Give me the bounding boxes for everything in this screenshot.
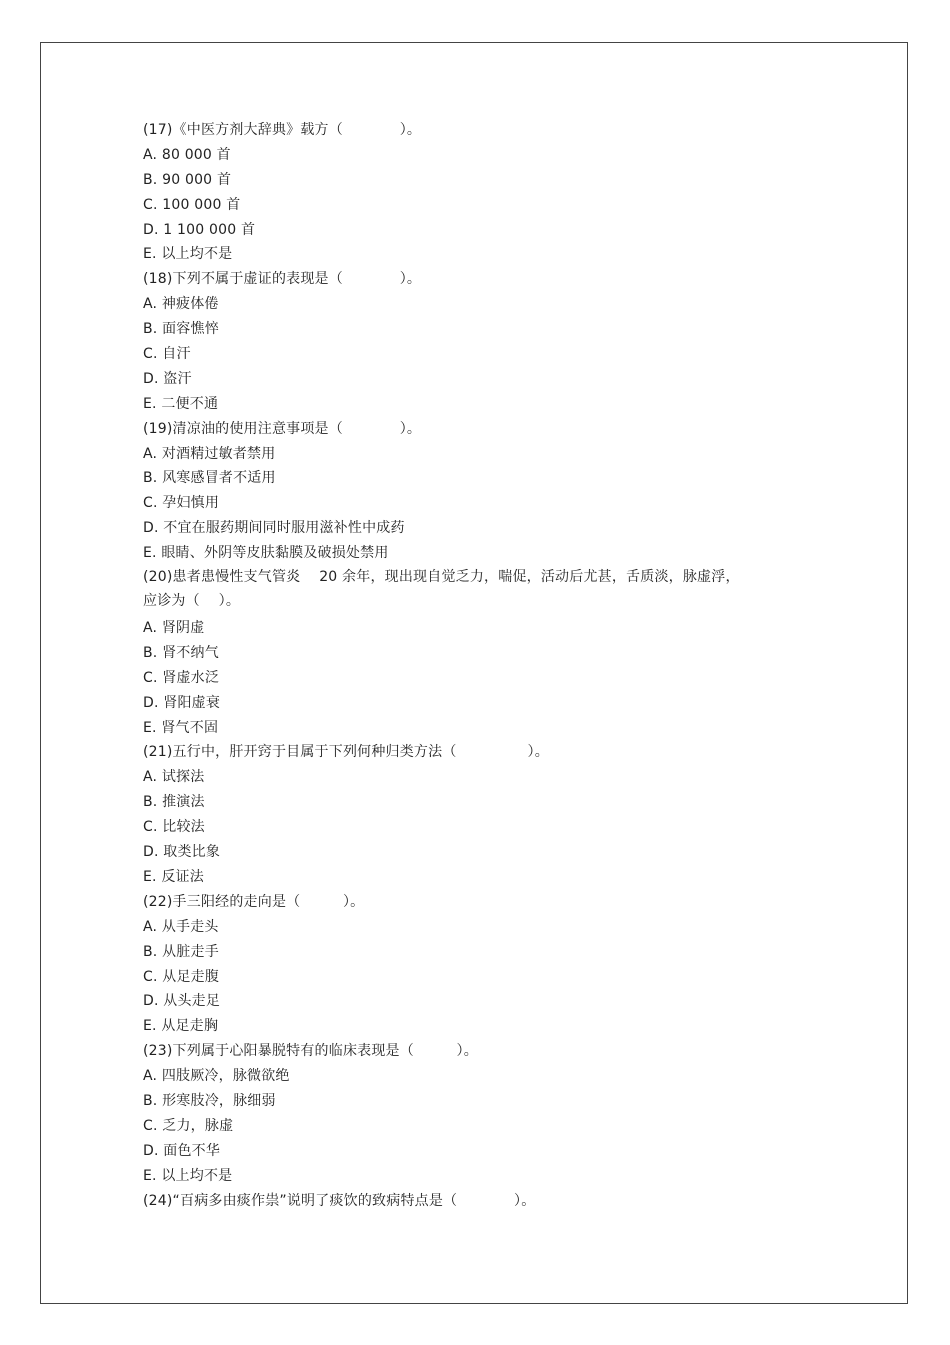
question-23-option-a: A. 四肢厥冷，脉微欲绝 [143,1068,290,1085]
question-22-option-b: B. 从脏走手 [143,943,219,960]
question-17-stem: (17)《中医方剂大辞典》载方（ ）。 [143,122,422,138]
question-18-option-a: A. 神疲体倦 [143,296,219,313]
question-22-option-d: D. 从头走足 [143,993,221,1010]
question-22-option-a: A. 从手走头 [143,918,219,935]
question-19-stem: (19)清凉油的使用注意事项是（ ）。 [143,420,422,437]
question-21-option-d: D. 取类比象 [143,844,221,861]
question-18-stem: (18)下列不属于虚证的表现是（ ）。 [143,271,422,288]
question-20-option-d: D. 肾阳虚衰 [143,694,221,711]
question-19-option-a: A. 对酒精过敏者禁用 [143,445,276,462]
question-23-option-d: D. 面色不华 [143,1142,221,1159]
question-23-option-e: E. 以上均不是 [143,1167,233,1184]
question-20-option-b: B. 肾不纳气 [143,644,219,661]
question-20-option-c: C. 肾虚水泛 [143,669,220,686]
question-22-stem: (22)手三阳经的走向是（ ）。 [143,893,365,910]
question-18-option-d: D. 盗汗 [143,370,192,387]
question-21-stem: (21)五行中，肝开窍于目属于下列何种归类方法（ ）。 [143,744,549,761]
question-20-stem-line1: (20)患者患慢性支气管炎 20 余年，现出现自觉乏力，喘促，活动后尤甚，舌质淡，脉虚浮， [143,569,740,586]
question-17-option-b: B. 90 000 首 [143,171,232,188]
question-18-option-b: B. 面容憔悴 [143,321,219,338]
question-21-option-b: B. 推演法 [143,794,205,811]
question-24-stem: (24)“百病多由痰作祟”说明了痰饮的致病特点是（ ）。 [143,1192,536,1209]
question-17-option-c: C. 100 000 首 [143,196,241,213]
question-18-option-e: E. 二便不通 [143,395,219,412]
question-19-option-b: B. 风寒感冒者不适用 [143,470,276,487]
question-20-option-e: E. 肾气不固 [143,719,219,736]
question-21-option-a: A. 试探法 [143,769,205,786]
question-23-option-b: B. 形寒肢冷，脉细弱 [143,1092,276,1109]
question-20-stem-line2: 应诊为（ ）。 [143,593,241,610]
question-18-option-c: C. 自汗 [143,346,191,363]
question-list [143,118,783,1213]
question-23-stem: (23)下列属于心阳暴脱特有的临床表现是（ ）。 [143,1043,478,1060]
question-23-option-c: C. 乏力，脉虚 [143,1117,234,1134]
question-17-option-d: D. 1 100 000 首 [143,221,256,238]
question-21-option-e: E. 反证法 [143,868,204,885]
question-17-option-e: E. 以上均不是 [143,246,233,263]
question-22-option-e: E. 从足走胸 [143,1018,219,1035]
question-19-option-d: D. 不宜在服药期间同时服用滋补性中成药 [143,520,405,537]
question-20-option-a: A. 肾阴虚 [143,620,205,637]
question-17-option-a: A. 80 000 首 [143,146,231,163]
question-21-option-c: C. 比较法 [143,819,205,836]
question-22-option-c: C. 从足走腹 [143,968,220,985]
question-19-option-e: E. 眼睛、外阴等皮肤黏膜及破损处禁用 [143,545,389,562]
question-19-option-c: C. 孕妇慎用 [143,495,220,512]
